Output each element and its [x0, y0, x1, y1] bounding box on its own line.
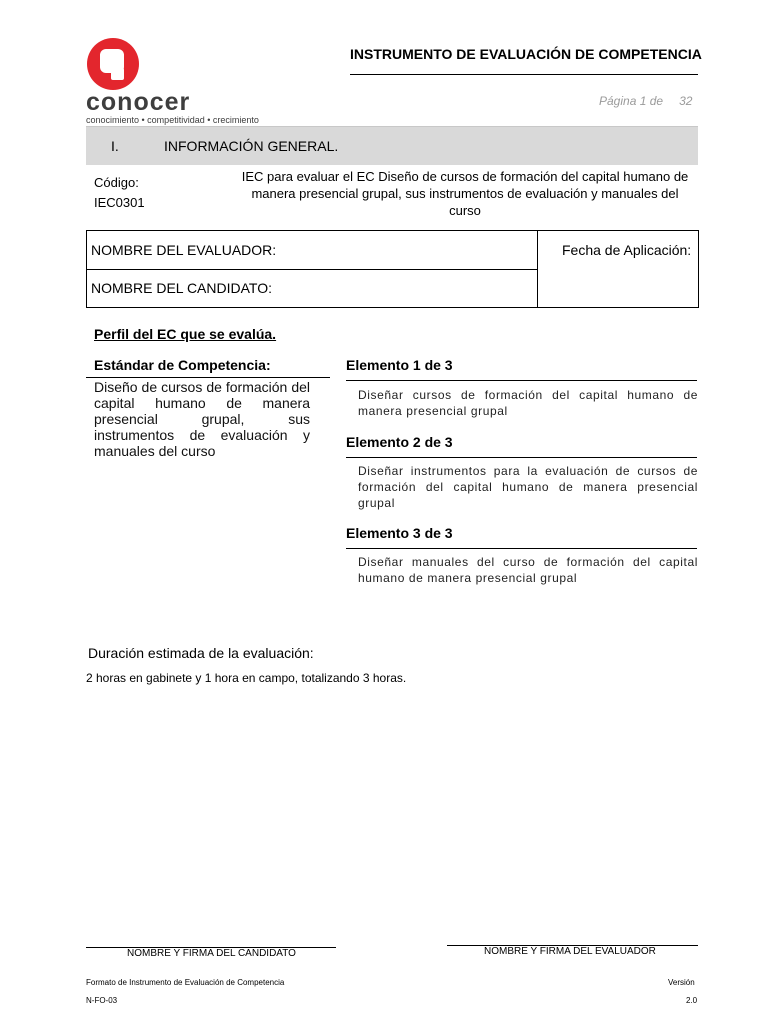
candidate-signature-label: NOMBRE Y FIRMA DEL CANDIDATO — [127, 948, 296, 959]
document-title: INSTRUMENTO DE EVALUACIÓN DE COMPETENCIA — [350, 46, 702, 62]
code-label: Código: — [94, 175, 139, 190]
duration-heading: Duración estimada de la evaluación: — [88, 645, 314, 661]
page-number — [599, 94, 692, 108]
footer-version-value: 2.0 — [686, 996, 698, 1005]
standard-divider — [86, 377, 330, 378]
table-horizontal-divider — [87, 269, 537, 270]
element-2-text: Diseñar instrumentos para la evaluación de cursos de formación del capital humano de manera presencial grupal — [358, 464, 698, 510]
element-2-divider — [346, 457, 697, 458]
standard-heading: Estándar de Competencia: — [94, 357, 271, 373]
logo-tagline: conocimiento • competitividad • crecimiento — [86, 115, 259, 125]
duration-text: 2 horas en gabinete y 1 hora en campo, totalizando 3 horas. — [86, 671, 407, 685]
evaluator-name-field: NOMBRE DEL EVALUADOR: — [91, 242, 277, 258]
element-3-heading: Elemento 3 de 3 — [346, 525, 453, 541]
logo-wordmark: conocer — [86, 88, 191, 116]
evaluator-signature-label: NOMBRE Y FIRMA DEL EVALUADOR — [484, 946, 656, 957]
title-divider — [350, 74, 698, 75]
section-title: INFORMACIÓN GENERAL. — [164, 138, 339, 154]
profile-heading: Perfil del EC que se evalúa. — [94, 326, 277, 342]
code-value: IEC0301 — [94, 195, 145, 210]
element-1-heading: Elemento 1 de 3 — [346, 357, 453, 373]
application-date-field: Fecha de Aplicación: — [562, 242, 692, 258]
element-2-heading: Elemento 2 de 3 — [346, 434, 453, 450]
section-number: I. — [111, 138, 119, 154]
code-description: IEC para evaluar el EC Diseño de cursos de formación del capital humano de manera presencial grupal, sus instrumentos de evaluación y manuales del curso — [241, 169, 689, 218]
table-vertical-divider — [537, 231, 538, 307]
element-1-text: Diseñar cursos de formación del capital humano de manera presencial grupal — [358, 388, 698, 418]
candidate-name-field: NOMBRE DEL CANDIDATO: — [91, 280, 272, 296]
conocer-logo-icon — [86, 37, 140, 91]
footer-format-name: Formato de Instrumento de Evaluación de Competencia — [86, 978, 285, 987]
element-3-divider — [346, 548, 697, 549]
footer-format-code: N-FO-03 — [86, 996, 118, 1005]
footer-version-label: Versión — [668, 978, 695, 987]
page-label: Página 1 de — [599, 94, 664, 108]
element-1-divider — [346, 380, 697, 381]
page-total: 32 — [679, 94, 693, 108]
element-3-text: Diseñar manuales del curso de formación del capital humano de manera presencial grupal — [358, 555, 698, 585]
standard-text: Diseño de cursos de formación del capital humano de manera presencial grupal, sus instrumentos de evaluación y manuales del curso — [94, 379, 310, 459]
